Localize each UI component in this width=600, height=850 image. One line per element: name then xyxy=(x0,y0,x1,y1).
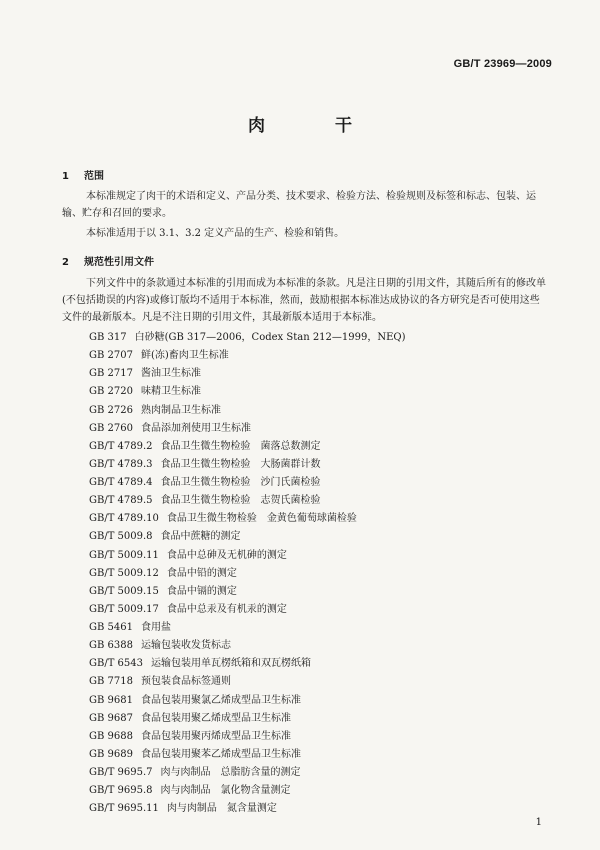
reference-item xyxy=(89,673,549,691)
reference-code: GB 2717 xyxy=(89,368,133,380)
reference-item xyxy=(89,655,549,673)
reference-item xyxy=(89,438,549,456)
reference-title: 食品中总砷及无机砷的测定 xyxy=(166,549,287,561)
reference-code: GB/T 5009.17 xyxy=(89,603,159,615)
title-char-2: 干 xyxy=(335,116,352,136)
reference-title: 食品卫生微生物检验 沙门氏菌检验 xyxy=(160,477,321,488)
reference-title: 食品添加剂使用卫生标准 xyxy=(140,422,251,434)
reference-item xyxy=(89,329,549,347)
reference-code: GB 9689 xyxy=(89,748,133,760)
reference-code: GB 317 xyxy=(89,332,127,343)
reference-item xyxy=(89,565,549,583)
reference-item xyxy=(89,782,549,800)
section-2-intro: 下列文件中的条款通过本标准的引用而成为本标准的条款。凡是注日期的引用文件，其随后所有的修改单(不包括勘误的内容)或修订版均不适用于本标准，然而，鼓励根据本标准达成协议的各方研究是否可使用这些文件的最新版本。凡是不注日期的引用文件，其最新版本适用于本标准。 xyxy=(62,278,546,323)
reference-title: 白砂糖(GB 317—2006，Codex Stan 212—1999，NEQ) xyxy=(134,332,406,343)
section-1-paragraph-1: 本标准规定了肉干的术语和定义、产品分类、技术要求、检验方法、检验规则及标签和标志、包装、运输、贮存和召回的要求。 xyxy=(62,191,536,219)
section-1-paragraph-2: 本标准适用于以 3.1、3.2 定义产品的生产、检验和销售。 xyxy=(86,228,345,239)
reference-code: GB 9688 xyxy=(89,730,133,742)
reference-title: 肉与肉制品 氯化物含量测定 xyxy=(160,785,291,797)
reference-item xyxy=(89,402,549,420)
reference-item xyxy=(89,619,549,637)
reference-title: 运输包装用单瓦楞纸箱和双瓦楞纸箱 xyxy=(151,658,312,670)
reference-item xyxy=(89,764,549,782)
reference-code: GB/T 6543 xyxy=(89,658,144,670)
reference-title: 食品卫生微生物检验 大肠菌群计数 xyxy=(160,458,321,470)
reference-title: 食品中铅的测定 xyxy=(166,567,237,579)
reference-code: GB/T 9695.11 xyxy=(89,803,159,815)
reference-code: GB/T 5009.8 xyxy=(89,531,153,543)
reference-title: 味精卫生标准 xyxy=(140,386,201,398)
reference-item xyxy=(89,800,549,818)
reference-item xyxy=(89,746,549,764)
reference-code: GB/T 9695.8 xyxy=(89,785,153,797)
reference-item xyxy=(89,637,549,655)
reference-code: GB/T 5009.12 xyxy=(89,567,159,579)
reference-title: 食品包装用聚氯乙烯成型品卫生标准 xyxy=(140,694,301,706)
section-2-heading xyxy=(62,253,154,268)
reference-item xyxy=(89,347,549,365)
reference-title: 肉与肉制品 氮含量测定 xyxy=(166,803,277,815)
reference-item xyxy=(89,692,549,710)
reference-item xyxy=(89,528,549,546)
reference-code: GB/T 4789.3 xyxy=(89,458,153,470)
reference-item xyxy=(89,456,549,474)
reference-title: 预包装食品标签通则 xyxy=(140,676,231,688)
reference-item xyxy=(89,365,549,383)
reference-code: GB 9681 xyxy=(89,694,133,706)
section-2-title: 规范性引用文件 xyxy=(84,257,154,268)
reference-title: 食用盐 xyxy=(140,622,171,633)
reference-code: GB 2720 xyxy=(89,386,133,398)
reference-code: GB/T 9695.7 xyxy=(89,767,153,778)
reference-list xyxy=(89,329,549,818)
reference-title: 运输包装收发货标志 xyxy=(140,640,231,652)
reference-title: 食品卫生微生物检验 志贺氏菌检验 xyxy=(160,495,321,507)
reference-code: GB/T 4789.4 xyxy=(89,477,153,488)
reference-code: GB 7718 xyxy=(89,676,133,688)
reference-title: 食品卫生微生物检验 金黄色葡萄球菌检验 xyxy=(166,513,357,525)
reference-title: 食品中镉的测定 xyxy=(166,585,237,597)
reference-title: 鲜(冻)畜肉卫生标准 xyxy=(140,350,229,362)
reference-code: GB 2707 xyxy=(89,350,133,362)
page-number: 1 xyxy=(535,817,542,828)
reference-code: GB/T 4789.10 xyxy=(89,513,159,525)
reference-title: 肉与肉制品 总脂肪含量的测定 xyxy=(160,767,301,778)
section-1-heading xyxy=(62,167,104,182)
reference-item xyxy=(89,420,549,438)
reference-title: 熟肉制品卫生标准 xyxy=(140,404,221,416)
reference-title: 食品包装用聚苯乙烯成型品卫生标准 xyxy=(140,748,301,760)
reference-code: GB/T 4789.2 xyxy=(89,440,153,452)
reference-code: GB/T 5009.15 xyxy=(89,585,159,597)
reference-code: GB 2760 xyxy=(89,422,133,434)
reference-item xyxy=(89,601,549,619)
reference-title: 食品包装用聚乙烯成型品卫生标准 xyxy=(140,712,291,724)
reference-code: GB 6388 xyxy=(89,640,133,652)
section-2-number: 2 xyxy=(62,257,69,268)
standard-code: GB/T 23969—2009 xyxy=(453,58,552,70)
reference-item xyxy=(89,710,549,728)
document-title xyxy=(0,111,600,136)
reference-item xyxy=(89,474,549,492)
section-1-title: 范围 xyxy=(84,171,104,182)
reference-item xyxy=(89,383,549,401)
reference-code: GB 2726 xyxy=(89,404,133,416)
reference-item xyxy=(89,583,549,601)
reference-item xyxy=(89,547,549,565)
section-1-number: 1 xyxy=(62,171,69,182)
reference-code: GB 5461 xyxy=(89,622,133,633)
reference-title: 食品中蔗糖的测定 xyxy=(160,531,241,543)
reference-title: 食品卫生微生物检验 菌落总数测定 xyxy=(160,440,321,452)
title-char-1: 肉 xyxy=(248,116,265,136)
reference-code: GB/T 5009.11 xyxy=(89,549,159,561)
reference-title: 酱油卫生标准 xyxy=(140,368,201,380)
reference-item xyxy=(89,728,549,746)
reference-code: GB 9687 xyxy=(89,712,133,724)
reference-code: GB/T 4789.5 xyxy=(89,495,153,507)
reference-title: 食品包装用聚丙烯成型品卫生标准 xyxy=(140,730,291,742)
reference-item xyxy=(89,510,549,528)
reference-item xyxy=(89,492,549,510)
reference-title: 食品中总汞及有机汞的测定 xyxy=(166,603,287,615)
